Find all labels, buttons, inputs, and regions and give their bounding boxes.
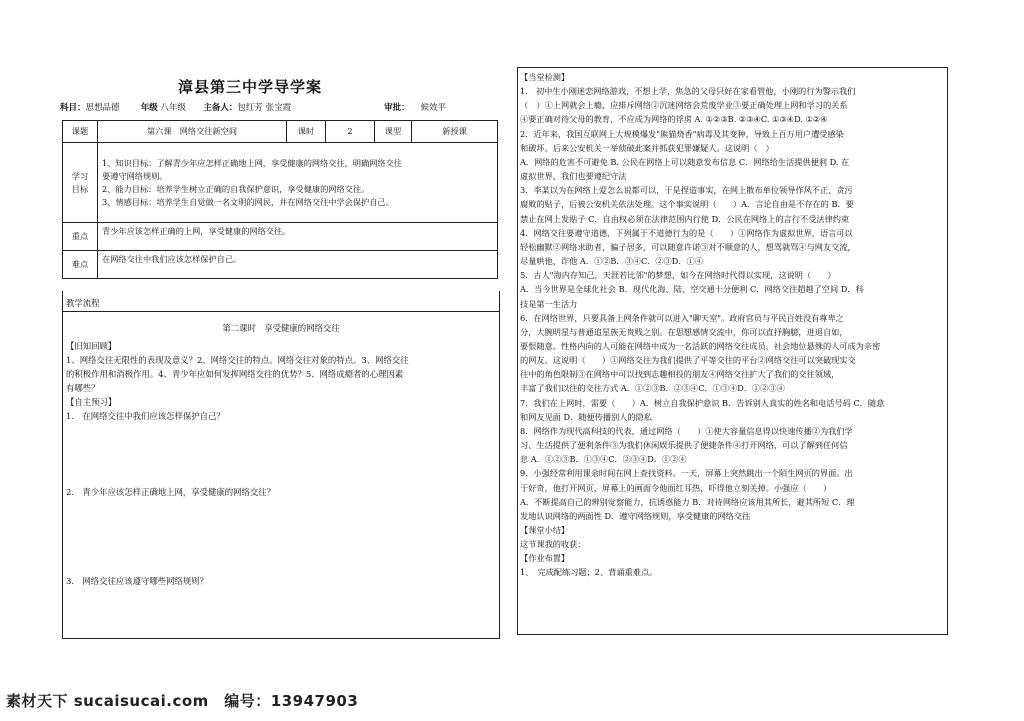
test-line: 9．小强经常利用课余时间在网上查找资料。一天，屏幕上突然跳出一个陌生网页的界面。出 [520, 468, 853, 479]
test-line: 丰富了我们以往的交往方式 A．①②③B．②③④C．①③④D．①②③④ [520, 383, 785, 394]
goals-text [98, 143, 498, 223]
test-line: 8．网络作为现代高科技的代表，通过网络（ ）①使大容量信息得以快速传播②为我们学 [520, 425, 853, 436]
homework-text: 1、 完成配练习题；2、背诵重难点。 [520, 567, 658, 578]
type-label: 课型 [375, 121, 412, 143]
test-heading: 【当堂检测】 [520, 72, 570, 82]
preview-question-2: 2. 青少年应该怎样正确地上网，享受健康的网络交往？ [66, 487, 275, 497]
test-line: 7．我们在上网时，需要（ ）A．树立自我保护意识 B．告诉别人真实的姓名和电话号码 C．随意 [520, 397, 885, 408]
test-line: 尽量哄他，诈他 A．①②B．③④C．②③D．①④ [520, 256, 703, 267]
test-line: A．不断提高自己的辨别觉察能力，抗诱惑能力 B．对待网络应该用其所长，避其所短 C．理 [520, 496, 855, 507]
preview-heading: 【自主预习】 [66, 397, 117, 407]
test-line: 要恨随意。性格内向的人可能在网络中成为一名活跃的网络交往成员，社会地位悬殊的人可成为亲密 [520, 340, 881, 351]
test-line: 习、生活提供了便利条件③为我们休闲娱乐提供了便捷条件④打开网络，可以了解到任何信 [520, 440, 848, 451]
key-point-text: 青少年应该怎样正确的上网，享受健康的网络交往。 [98, 223, 498, 251]
test-line: 和网友见面 D．随便传播别人的隐私 [520, 411, 652, 422]
goal-line: 要遵守网络规则。 [102, 170, 168, 181]
summary-heading: 【课堂小结】 [520, 525, 570, 535]
review-line: 的积极作用和消极作用。4、青少年应如何发挥网络交往的优势？5、网络成瘾者的心理因素 [66, 369, 404, 379]
subject-value: 思想品德 [85, 103, 120, 113]
divider [62, 311, 500, 312]
goal-line: 3、情感目标：培养学生自觉做一名文明的网民，并在网络交往中学会保护自己。 [102, 196, 394, 207]
flow-label: 教学流程 [66, 298, 100, 308]
test-line: 虚拟世界，我们也要遵纪守法 [520, 171, 627, 182]
period-value: 2 [326, 121, 375, 143]
review-heading: 【旧知回顾】 [66, 341, 117, 351]
goals-label [63, 143, 98, 223]
test-line: 技是第一生活力 [520, 298, 578, 309]
key-point-label: 重点 [63, 223, 98, 251]
test-line: 禁止在网上发贴子 C．自由权必须在法律范围内行使 D．公民在网络上的言行不受法律约束 [520, 213, 850, 224]
summary-text: 这节课我的收获： [520, 539, 586, 550]
difficulty-text: 在网络交往中我们应该怎样保护自己。 [98, 251, 498, 279]
preparer-value: 包红芳 张宝霞 [237, 103, 292, 113]
test-line: ④要正确对待父母的教育，不应成为网络的俘虏 A. ①②③B. ②③④C. ①③④D. ①②④ [520, 114, 828, 125]
test-line: 息 A．①②③B．①③④C．②③④D．①②④ [520, 454, 687, 465]
review-section [66, 339, 494, 423]
goals-label-a: 学习 [71, 170, 89, 181]
type-value: 新授课 [412, 121, 498, 143]
review-line: 有哪些？ [66, 383, 100, 393]
lesson2-title: 第二课时 享受健康的网络交往 [222, 323, 340, 333]
meta-line [60, 101, 500, 113]
bottom-border [62, 638, 500, 639]
goal-line: 2、能力目标：培养学生树立正确的自我保护意识，享受健康的网络交往。 [102, 183, 370, 194]
review-line: 1、网络交往无限性的表现及意义？2、网络交往的特点。网络交往对象的特点。3、网络交往 [66, 355, 409, 365]
test-line: 2．近年来，我国互联网上大规模爆发"熊猫烧香"病毒及其变种，导致上百万用户遭受感染 [520, 128, 844, 139]
test-line: 于好奇，他打开网页，屏幕上的画面令他面红耳热，吓得他立刻关掉。小强应（ ） [520, 482, 832, 493]
grade-label: 年级 [140, 103, 158, 113]
test-line: 4．网络交往要遵守道德，下列属于不道德行为的是（ ）①网络作为虚拟世界，语言可以 [520, 227, 853, 238]
test-line: 往中的角色限制③在网络中可以找到志趣相投的朋友④网络交往扩大了我们的交往领域， [520, 369, 840, 380]
difficulty-label: 难点 [63, 251, 98, 279]
reviewer-label: 审批： [384, 103, 410, 113]
test-line: 1. 初中生小刚迷恋网络游戏，不想上学，焦急的父母只好在家看管他，小刚的行为警示我们 [520, 86, 856, 97]
topic-value: 第六课 网络交往新空间 [98, 121, 287, 143]
page-title: 漳县第三中学导学案 [177, 78, 322, 96]
watermark-footer: 素材天下 sucaisucai.com 编号：13947903 [6, 692, 359, 710]
test-line: 5．古人"海内存知己，天涯若比邻"的梦想，如今在网络时代得以实现，这说明（ ） [520, 270, 836, 281]
period-label: 课时 [287, 121, 326, 143]
test-line: A．网络的危害不可避免 B. 公民在网络上可以随意发布信息 C．网络给生活提供便利 D. 在 [520, 156, 850, 167]
test-line: 3．李某以为在网络上爱怎么说都可以，于是捏造事实，在网上散布单位领导作风不正、贪污 [520, 185, 853, 196]
right-panel [520, 70, 946, 580]
test-line: 6．在网络世界，只要具备上网条件就可以进入"聊天室"。政府官员与平民百姓没有尊卑之 [520, 312, 844, 323]
subject-label: 科目： [60, 103, 86, 113]
preparer-label: 主备人： [203, 103, 238, 113]
test-line: 的网友。这说明（ ）①网络交往为我们提供了平等交往的平台②网络交往可以突破现实交 [520, 355, 856, 366]
test-line: 发地认识网络的两面性 D．遵守网络规则，享受健康的网络交往 [520, 510, 751, 521]
preview-question-1: 1. 在网络交往中我们应该怎样保护自己？ [66, 411, 225, 421]
test-questions [520, 84, 946, 523]
topic-label: 课题 [63, 121, 98, 143]
right-border [499, 291, 500, 638]
test-line: 腐败的贴子，后被公安机关依法处理。这个事实说明（ ）A．言论自由是不存在的 B．要 [520, 199, 854, 210]
lesson-table [62, 120, 498, 279]
homework-heading: 【作业布置】 [520, 553, 570, 564]
test-line: 和破坏。后来公安机关一举侦破此案并抓获犯罪嫌疑人。这说明（ ） [520, 142, 774, 153]
grade-value: 八年级 [160, 103, 186, 113]
left-border [62, 291, 63, 638]
goal-line: 1、知识目标：了解青少年应怎样正确地上网，享受健康的网络交往，明确网络交往 [102, 157, 402, 168]
preview-question-3: 3. 网络交往应该遵守哪些网络规则？ [66, 576, 208, 586]
test-line: （ ）①上网就会上瘾，应排斥网络②沉迷网络会荒废学业③要正确处理上网和学习的关系 [520, 100, 848, 111]
test-line: 轻松幽默②网络求助者，骗子居多，可以随意许诺③对不顺意的人，想骂就骂④与网友交流， [520, 241, 856, 252]
goals-label-b: 目标 [71, 183, 89, 194]
reviewer-value: 候效平 [420, 103, 446, 113]
test-line: A．当今世界是全球化社会 B．现代化海、陆、空交通十分便利 C．网络交往超越了空间 D．科 [520, 284, 864, 295]
test-line: 分，大腕明星与普通追星族无贵贱之别。在思想感情交流中，你可以直抒胸臆，进退自如， [520, 326, 848, 337]
